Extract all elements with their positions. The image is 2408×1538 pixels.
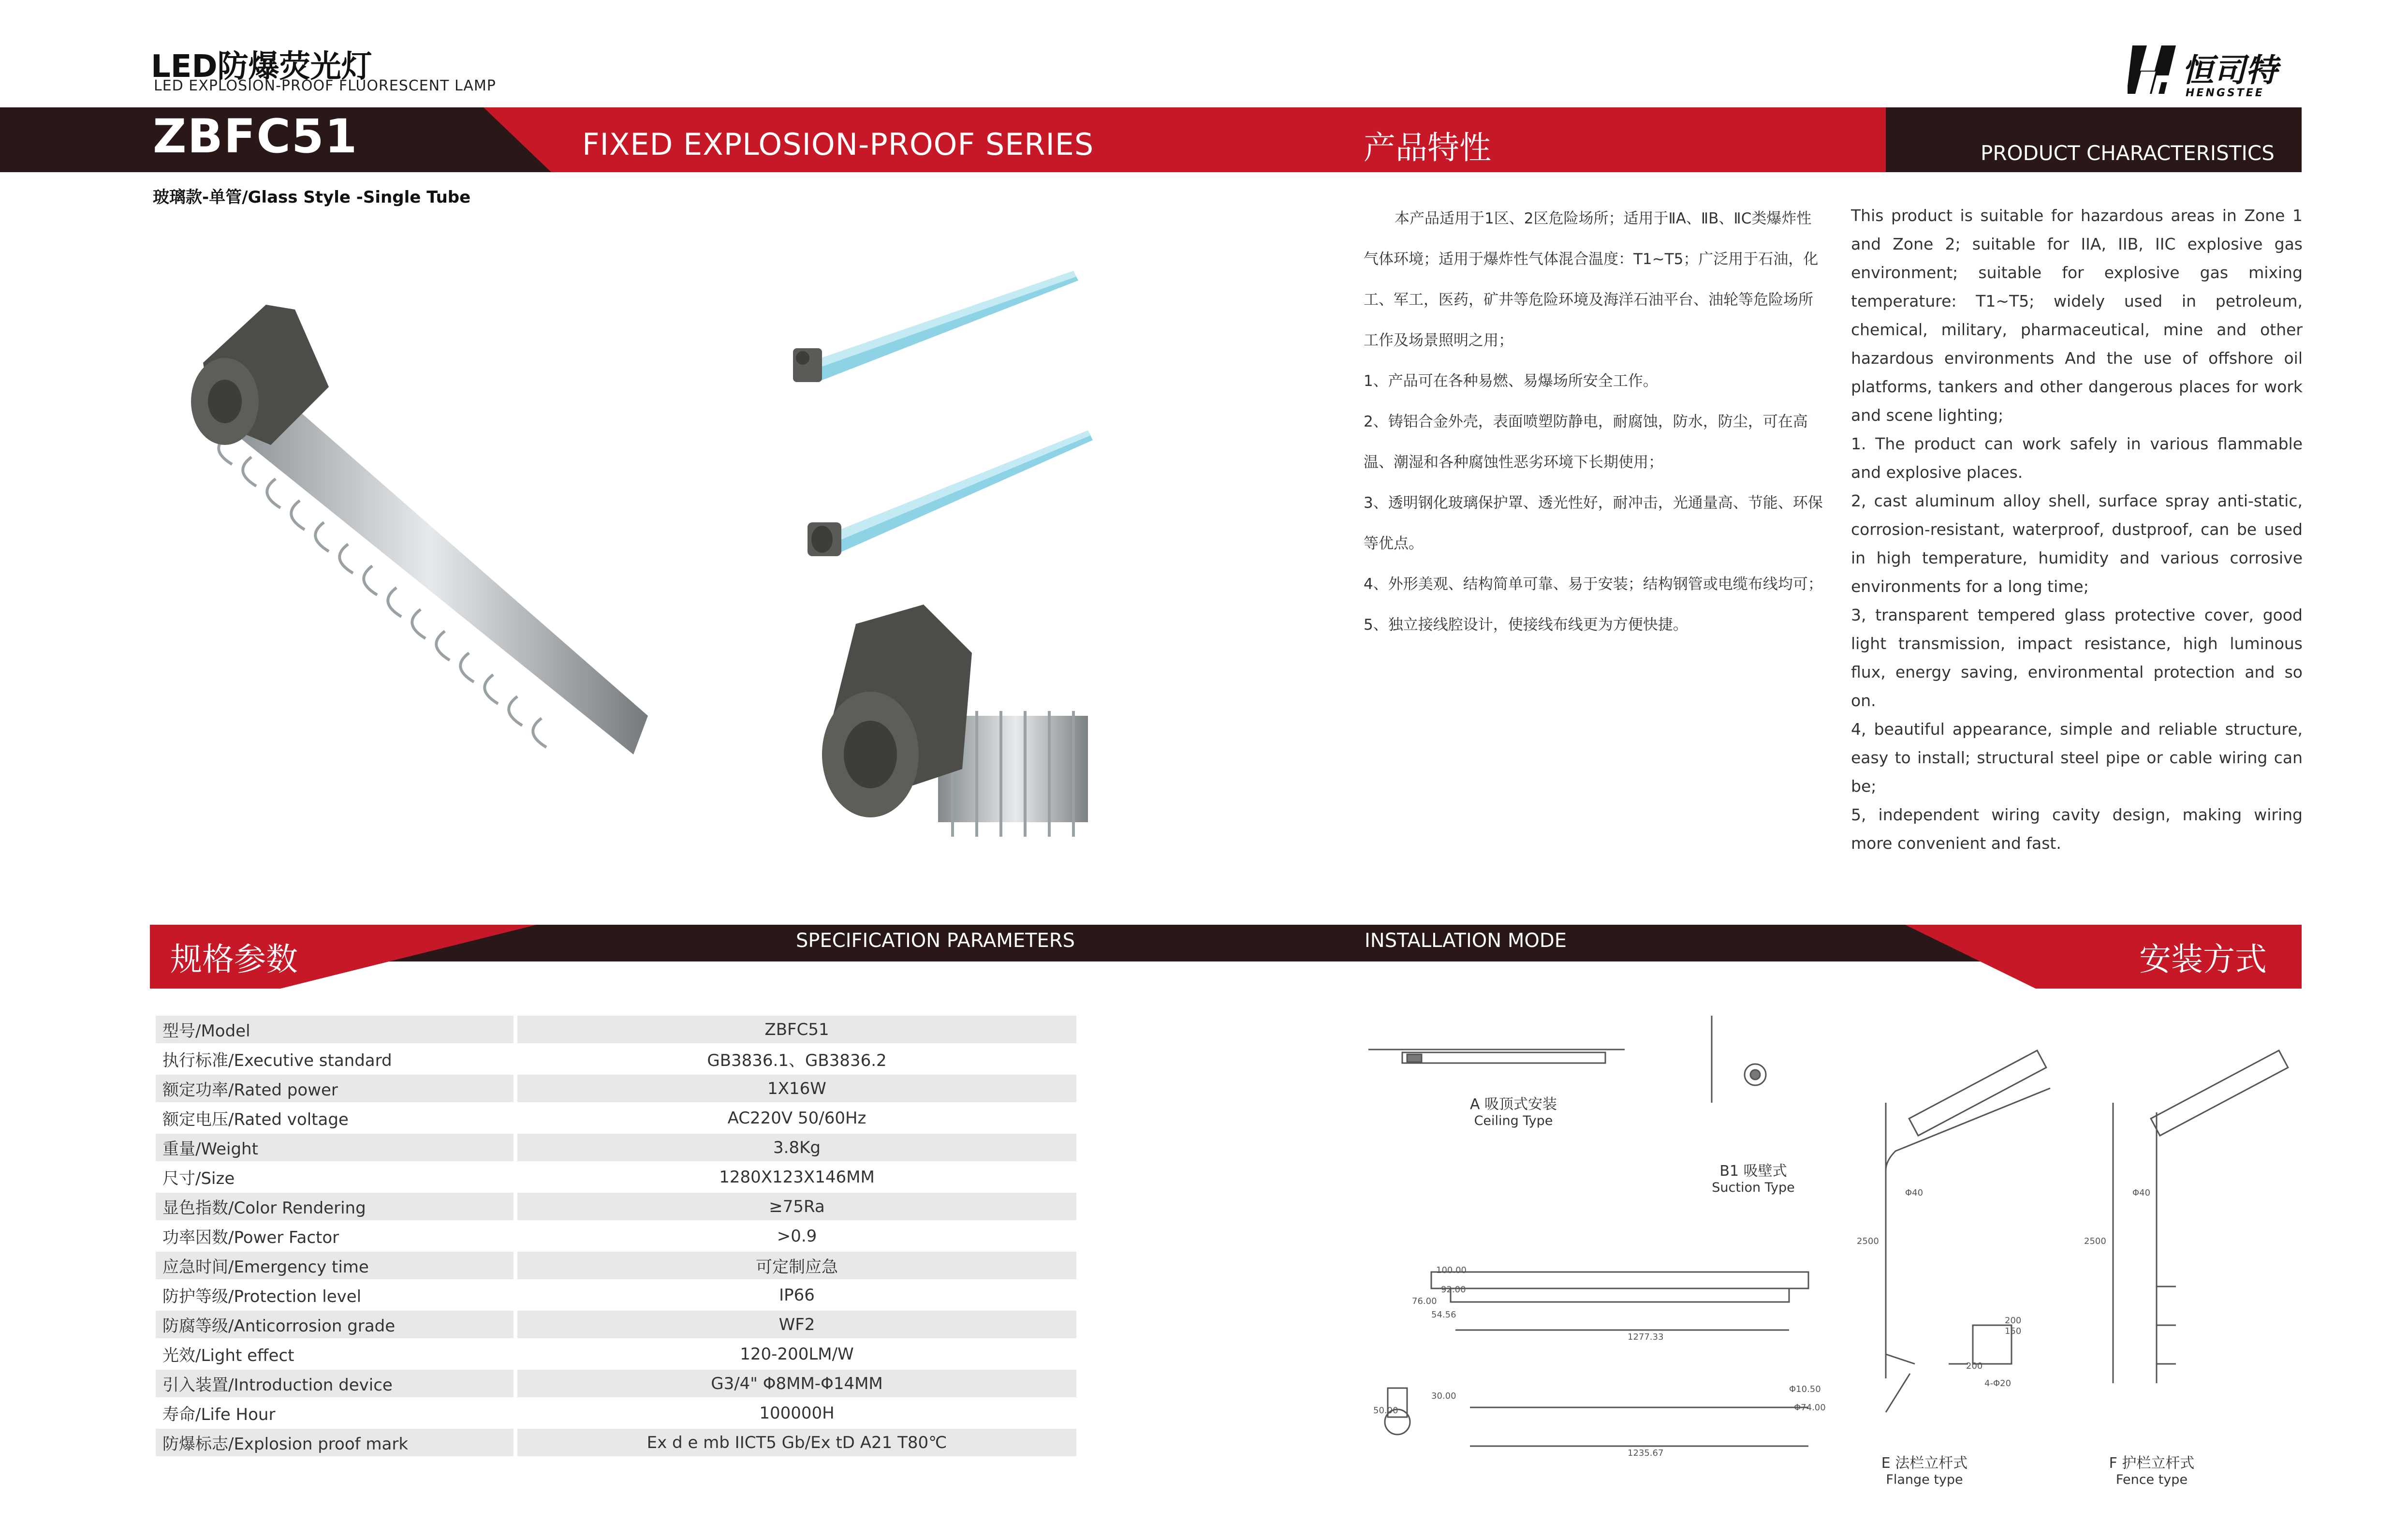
en-paragraph: 4, beautiful appearance, simple and reliable structure, easy to install; structural steel pipe or cable wiring can be; — [1851, 720, 2303, 796]
lamp-glass-photo-2 — [803, 421, 1093, 580]
spec-label: 执行标准/Executive standard — [162, 1051, 392, 1070]
spec-label: 重量/Weight — [156, 1134, 514, 1161]
length-dim-1: 1277.33 — [1628, 1332, 1664, 1342]
spec-label: 防腐等级/Anticorrosion grade — [156, 1311, 514, 1338]
en-paragraph: 1. The product can work safely in various flammable and explosive places. — [1851, 434, 2303, 482]
spec-label: 防护等级/Protection level — [162, 1287, 362, 1306]
table-row — [156, 1281, 1076, 1309]
spec-label: 防爆标志/Explosion proof mark — [156, 1429, 514, 1456]
cn-paragraph: 4、外形美观、结构简单可靠、易于安装；结构钢管或电缆布线均可； — [1364, 576, 1823, 593]
table-row — [156, 1252, 1076, 1279]
side-dim-3: 76.00 — [1412, 1296, 1437, 1306]
spec-value: 1X16W — [517, 1075, 1076, 1102]
spec-value: G3/4" Φ8MM-Φ14MM — [517, 1370, 1076, 1397]
table-row — [156, 1429, 1076, 1456]
side-dim-6: 50.00 — [1373, 1405, 1398, 1416]
logo-mark-icon — [2128, 42, 2180, 98]
table-row — [156, 1104, 1076, 1132]
characteristics-heading-cn: 产品特性 — [1364, 129, 1491, 166]
spec-value: 120-200LM/W — [740, 1344, 854, 1364]
spec-table — [152, 1014, 1080, 1458]
side-dim-2: 92.00 — [1441, 1285, 1466, 1295]
ceiling-type-en: Ceiling Type — [1474, 1113, 1553, 1128]
logo-text-en: HENGSTEE — [2186, 87, 2264, 99]
dia-dim-1: Φ10.50 — [1789, 1384, 1821, 1394]
en-paragraph: This product is suitable for hazardous areas in Zone 1 and Zone 2; suitable for IIA, IIB, IIC explosive gas environment; suitable for explosive gas mixing temperature: T1~T5; widely used in petroleum, chemical, military, pharmaceutical, mine and other hazardous environments And the use of offshore oil platforms, tankers and other dangerous places for work and scene lighting; — [1851, 206, 2303, 425]
product-subtitle: 玻璃款-单管/Glass Style -Single Tube — [153, 188, 471, 207]
flange-dim-4: 4-Φ20 — [1984, 1378, 2012, 1389]
brand-logo — [2128, 42, 2302, 104]
pole-dia-e: Φ40 — [1905, 1188, 1923, 1198]
spec-heading-en: SPECIFICATION PARAMETERS — [796, 930, 1075, 952]
suction-type-cn: B1 吸壁式 — [1719, 1163, 1787, 1180]
spec-label: 寿命/Life Hour — [162, 1405, 276, 1424]
spec-label: 应急时间/Emergency time — [156, 1252, 514, 1279]
table-row — [156, 1075, 1076, 1102]
install-heading-en: INSTALLATION MODE — [1365, 930, 1567, 952]
ceiling-type-cn: A 吸顶式安装 — [1469, 1096, 1557, 1113]
characteristics-heading-en: PRODUCT CHARACTERISTICS — [1981, 141, 2275, 165]
flange-type-label — [1852, 1451, 1997, 1487]
spec-value: 1280X123X146MM — [719, 1167, 875, 1187]
fence-type-en: Fence type — [2115, 1472, 2188, 1487]
cn-paragraph: 1、产品可在各种易燃、易爆场所安全工作。 — [1364, 372, 1658, 390]
spec-value: 可定制应急 — [517, 1252, 1076, 1279]
en-paragraph: 3, transparent tempered glass protective cover, good light transmission, impact resistance, high luminous flux, energy saving, environmental protection and so on. — [1851, 606, 2303, 710]
spec-value: IP66 — [779, 1285, 815, 1305]
flange-type-en: Flange type — [1886, 1472, 1963, 1487]
spec-label: 引入装置/Introduction device — [156, 1370, 514, 1397]
lamp-glass-photo-1 — [783, 261, 1083, 406]
table-row — [156, 1370, 1076, 1397]
table-row — [156, 1163, 1076, 1191]
spec-value: ≥75Ra — [517, 1193, 1076, 1220]
cn-paragraph: 本产品适用于1区、2区危险场所；适用于ⅡA、ⅡB、ⅡC类爆炸性气体环境；适用于爆炸性气体混合温度：T1~T5；广泛用于石油，化工、军工，医药，矿井等危险环境及海洋石油平台、油轮等危险场所工作及场景照明之用； — [1364, 210, 1819, 349]
table-row — [156, 1311, 1076, 1338]
table-row — [156, 1134, 1076, 1161]
side-dim-4: 54.56 — [1431, 1310, 1456, 1320]
cn-paragraph: 2、铸铝合金外壳，表面喷塑防静电，耐腐蚀，防水，防尘，可在高温、潮湿和各种腐蚀性恶劣环境下长期使用； — [1364, 413, 1808, 471]
table-row — [156, 1399, 1076, 1427]
spec-label: 额定电压/Rated voltage — [162, 1110, 349, 1129]
table-row — [156, 1193, 1076, 1220]
header-title-en: LED EXPLOSION-PROOF FLUORESCENT LAMP — [154, 77, 496, 94]
side-dim-1: 100.00 — [1436, 1265, 1467, 1275]
spec-value: WF2 — [517, 1311, 1076, 1338]
cn-paragraph: 5、独立接线腔设计，使接线布线更为方便快捷。 — [1364, 616, 1688, 634]
logo-text-cn: 恒司特 — [2182, 52, 2277, 89]
pole-dia-f: Φ40 — [2132, 1188, 2151, 1198]
lamp-main-photo — [184, 290, 648, 774]
installation-diagrams — [1354, 1016, 2311, 1528]
suction-type-en: Suction Type — [1712, 1180, 1795, 1195]
ceiling-type-label — [1451, 1092, 1576, 1128]
spec-heading-cn: 规格参数 — [170, 941, 298, 978]
en-paragraph: 5, independent wiring cavity design, making wiring more convenient and fast. — [1851, 805, 2303, 853]
table-row — [156, 1016, 1076, 1043]
spec-label: 尺寸/Size — [162, 1169, 235, 1188]
series-title: FIXED EXPLOSION-PROOF SERIES — [582, 127, 1094, 162]
suction-type-label — [1690, 1159, 1816, 1195]
dia-dim-2: Φ74.00 — [1794, 1403, 1826, 1413]
spec-value: AC220V 50/60Hz — [727, 1108, 866, 1128]
fence-type-label — [2089, 1451, 2215, 1487]
install-heading-cn: 安装方式 — [2139, 941, 2267, 978]
model-title: ZBFC51 — [153, 109, 358, 163]
lamp-detail-photo — [817, 595, 1088, 846]
spec-label: 显色指数/Color Rendering — [156, 1193, 514, 1220]
table-row — [156, 1045, 1076, 1073]
spec-value: ZBFC51 — [517, 1016, 1076, 1043]
side-dim-5: 30.00 — [1431, 1391, 1456, 1401]
characteristics-en — [1851, 201, 2303, 858]
header-title-cn: LED防爆荧光灯 — [151, 49, 372, 85]
en-paragraph: 2, cast aluminum alloy shell, surface spray anti-static, corrosion-resistant, waterproof, dustproof, can be used in high temperature, humidity and various corrosive environments for a long time; — [1851, 491, 2303, 596]
flange-dim-2: 150 — [2005, 1326, 2022, 1336]
characteristics-cn — [1364, 198, 1823, 645]
spec-value: 100000H — [759, 1403, 835, 1423]
spec-label: 额定功率/Rated power — [156, 1075, 514, 1102]
flange-type-cn: E 法栏立杆式 — [1881, 1455, 1968, 1472]
pole-height-f: 2500 — [2084, 1236, 2106, 1246]
table-row — [156, 1222, 1076, 1250]
spec-value: 3.8Kg — [517, 1134, 1076, 1161]
spec-label: 光效/Light effect — [162, 1346, 294, 1365]
spec-value: Ex d e mb IICT5 Gb/Ex tD A21 T80℃ — [517, 1429, 1076, 1456]
fence-type-cn: F 护栏立杆式 — [2109, 1455, 2195, 1472]
table-row — [156, 1340, 1076, 1368]
cn-paragraph: 3、透明钢化玻璃保护罩、透光性好，耐冲击，光通量高、节能、环保等优点。 — [1364, 494, 1823, 552]
spec-label: 型号/Model — [156, 1016, 514, 1043]
flange-dim-1: 200 — [2005, 1316, 2022, 1326]
length-dim-2: 1235.67 — [1628, 1448, 1664, 1458]
spec-value: >0.9 — [777, 1226, 817, 1246]
pole-height-e: 2500 — [1857, 1236, 1879, 1246]
spec-label: 功率因数/Power Factor — [162, 1228, 339, 1247]
flange-dim-3: 200 — [1966, 1361, 1983, 1371]
spec-value: GB3836.1、GB3836.2 — [707, 1051, 887, 1070]
